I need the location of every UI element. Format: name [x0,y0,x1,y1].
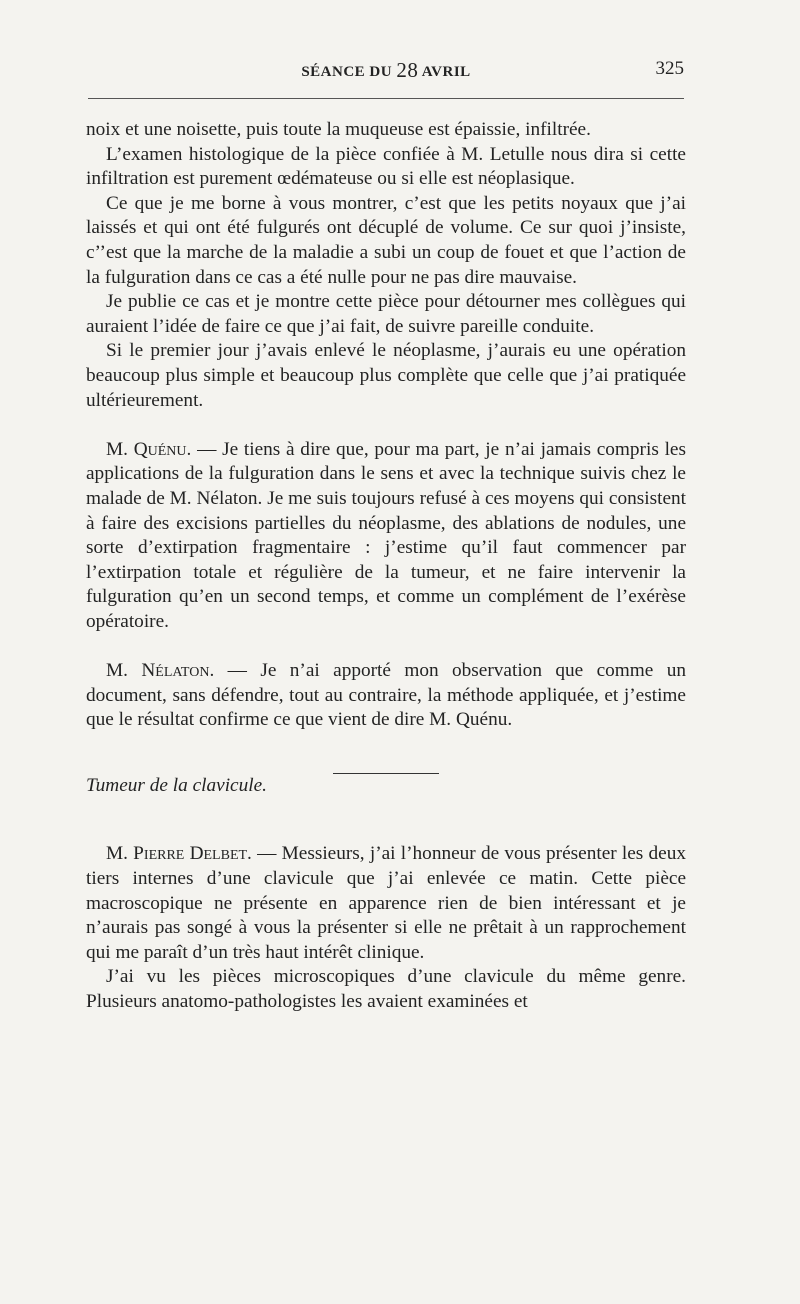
running-title [88,58,684,83]
running-title-month: AVRIL [421,64,471,80]
running-title-date: 28 [396,58,419,82]
speaker-name: M. Pierre Delbet. [106,843,252,865]
paragraph: Je publie ce cas et je montre cette pièce pour détourner mes collègues qui auraient l’idée de faire ce que j’ai fait, de suivre pareille conduite. [86,291,686,337]
speaker-name: M. Nélaton. [106,660,215,682]
running-title-prefix: SÉANCE DU [301,64,393,80]
page-number: 325 [655,58,684,79]
section-title: Tumeur de la clavicule. [86,774,267,796]
header-rule [88,98,684,99]
speech-text: — Je tiens à dire que, pour ma part, je n’ai jamais compris les applications de la fulguration dans le sens et avec la technique suivis chez le malade de M. Nélaton. Je me suis toujours refusé à ces moyens qui consistent à faire des excisions partielles du néoplasme, des ablations de nodules, une sorte d’extirpation fragmentaire : j’estime qu’il faut commencer par l’extirpation totale et régulière de la tumeur, et ne faire intervenir la fulguration qu’en un second temps, et comme un complément de l’exérèse opératoire. [86,438,686,632]
page-header [88,58,684,84]
body-text [86,118,686,1015]
nelaton-paragraph [86,659,686,733]
speaker-name: M. Quénu. [106,438,192,460]
speech-text: — Je n’ai apporté mon observation que comme un document, sans défendre, tout au contraire, la méthode appliquée, et j’estime que le résultat confirme ce que vient de dire M. Quénu. [86,660,686,731]
quenu-paragraph [86,438,686,635]
paragraph: Ce que je me borne à vous montrer, c’est que les petits noyaux que j’ai laissés et qui ont été fulgurés ont décuplé de volume. Ce sur quoi j’insiste, c’’est que la marche de la maladie a subi un coup de fouet et que l’action de la fulguration dans ce cas a été nulle pour ne pas dire mauvaise. [86,192,686,288]
paragraph: L’examen histologique de la pièce confiée à M. Letulle nous dira si cette infiltration est purement œdémateuse ou si elle est néoplasique. [86,143,686,190]
delbet-paragraph [86,842,686,965]
paragraph: noix et une noisette, puis toute la muqueuse est épaissie, infiltrée. [86,119,591,140]
speech-text: — Messieurs, j’ai l’honneur de vous présenter les deux tiers internes d’une clavicule que j’ai enlevée ce matin. Cette pièce macroscopique ne présente en apparence rien de bien intéressant et je n’aurais pas songé à vous la présenter si elle ne prêtait à un rapprochement qui me paraît d’un très haut intérêt clinique. [86,843,687,963]
paragraph: Si le premier jour j’avais enlevé le néoplasme, j’aurais eu une opération beaucoup plus simple et beaucoup plus complète que celle que j’ai pratiquée ultérieurement. [86,340,686,411]
paragraph: J’ai vu les pièces microscopiques d’une clavicule du même genre. Plusieurs anatomo-pathologistes les avaient examinées et [86,966,686,1012]
